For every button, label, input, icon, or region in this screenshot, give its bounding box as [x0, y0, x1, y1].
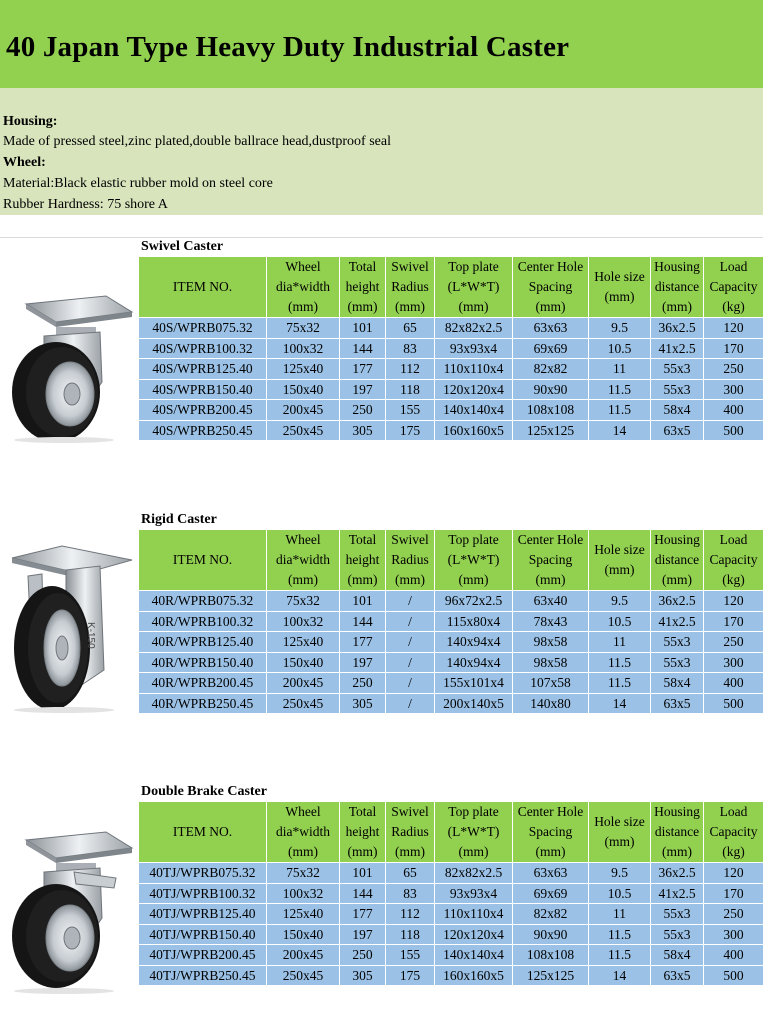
header-center-hole: Center Hole Spacing (mm)	[513, 257, 589, 318]
cell-item-no: 40R/WPRB125.40	[139, 632, 267, 653]
header-total-height: Total height (mm)	[340, 257, 386, 318]
cell-load-capacity: 400	[704, 400, 763, 421]
cell-load-capacity: 300	[704, 652, 763, 673]
cell-top-plate: 140x140x4	[435, 400, 513, 421]
cell-load-capacity: 120	[704, 863, 763, 884]
cell-item-no: 40S/WPRB250.45	[139, 420, 267, 441]
cell-total-height: 144	[340, 338, 386, 359]
cell-total-height: 144	[340, 883, 386, 904]
cell-swivel-radius: 65	[386, 318, 435, 339]
cell-hole-size: 11.5	[589, 400, 651, 421]
rigid-caster-image	[4, 540, 136, 715]
cell-swivel-radius: /	[386, 591, 435, 612]
cell-top-plate: 93x93x4	[435, 338, 513, 359]
cell-housing-distance: 63x5	[651, 420, 704, 441]
cell-total-height: 305	[340, 965, 386, 986]
header-center-hole: Center Hole Spacing (mm)	[513, 530, 589, 591]
cell-total-height: 177	[340, 904, 386, 925]
cell-center-hole: 98x58	[513, 652, 589, 673]
cell-housing-distance: 63x5	[651, 693, 704, 714]
table-row	[139, 420, 763, 441]
table-row	[139, 965, 763, 986]
cell-top-plate: 160x160x5	[435, 965, 513, 986]
swivel-caster-image	[4, 290, 136, 445]
double-brake-caster-table	[138, 801, 763, 986]
header-wheel: Wheel dia*width (mm)	[267, 802, 340, 863]
cell-load-capacity: 400	[704, 673, 763, 694]
cell-hole-size: 11	[589, 359, 651, 380]
cell-center-hole: 98x58	[513, 632, 589, 653]
cell-housing-distance: 41x2.5	[651, 338, 704, 359]
table-row	[139, 338, 763, 359]
header-hole-size: Hole size (mm)	[589, 257, 651, 318]
cell-center-hole: 82x82	[513, 904, 589, 925]
cell-load-capacity: 300	[704, 924, 763, 945]
cell-load-capacity: 250	[704, 632, 763, 653]
cell-swivel-radius: 155	[386, 400, 435, 421]
cell-housing-distance: 55x3	[651, 924, 704, 945]
cell-top-plate: 140x94x4	[435, 652, 513, 673]
header-center-hole: Center Hole Spacing (mm)	[513, 802, 589, 863]
cell-total-height: 101	[340, 591, 386, 612]
cell-swivel-radius: /	[386, 632, 435, 653]
cell-item-no: 40TJ/WPRB150.40	[139, 924, 267, 945]
cell-housing-distance: 58x4	[651, 945, 704, 966]
table-row	[139, 632, 763, 653]
cell-total-height: 177	[340, 359, 386, 380]
header-swivel-radius: Swivel Radius (mm)	[386, 530, 435, 591]
cell-swivel-radius: 83	[386, 338, 435, 359]
cell-hole-size: 11.5	[589, 945, 651, 966]
cell-total-height: 305	[340, 693, 386, 714]
table-row	[139, 693, 763, 714]
header-total-height: Total height (mm)	[340, 802, 386, 863]
cell-total-height: 177	[340, 632, 386, 653]
cell-wheel: 100x32	[267, 338, 340, 359]
cell-load-capacity: 170	[704, 883, 763, 904]
cell-hole-size: 11	[589, 904, 651, 925]
cell-load-capacity: 170	[704, 338, 763, 359]
cell-item-no: 40S/WPRB150.40	[139, 379, 267, 400]
cell-total-height: 144	[340, 611, 386, 632]
wheel-material: Material:Black elastic rubber mold on steel core	[3, 176, 273, 191]
cell-load-capacity: 400	[704, 945, 763, 966]
cell-hole-size: 10.5	[589, 338, 651, 359]
header-housing-distance: Housing distance (mm)	[651, 802, 704, 863]
plate-marking: K-150	[85, 622, 96, 649]
cell-housing-distance: 55x3	[651, 652, 704, 673]
header-load-capacity: Load Capacity (kg)	[704, 530, 763, 591]
cell-hole-size: 9.5	[589, 863, 651, 884]
cell-item-no: 40S/WPRB125.40	[139, 359, 267, 380]
cell-total-height: 250	[340, 673, 386, 694]
wheel-label: Wheel:	[3, 155, 46, 170]
cell-center-hole: 69x69	[513, 883, 589, 904]
cell-hole-size: 9.5	[589, 591, 651, 612]
cell-total-height: 305	[340, 420, 386, 441]
header-item-no: ITEM NO.	[139, 802, 267, 863]
cell-load-capacity: 500	[704, 420, 763, 441]
cell-center-hole: 82x82	[513, 359, 589, 380]
cell-swivel-radius: /	[386, 693, 435, 714]
swivel-caster-table	[138, 256, 763, 441]
cell-wheel: 250x45	[267, 693, 340, 714]
table-row	[139, 652, 763, 673]
header-load-capacity: Load Capacity (kg)	[704, 802, 763, 863]
table-row	[139, 611, 763, 632]
header-total-height: Total height (mm)	[340, 530, 386, 591]
cell-item-no: 40TJ/WPRB250.45	[139, 965, 267, 986]
cell-wheel: 100x32	[267, 611, 340, 632]
cell-top-plate: 140x94x4	[435, 632, 513, 653]
cell-wheel: 200x45	[267, 945, 340, 966]
cell-swivel-radius: 118	[386, 924, 435, 945]
header-wheel: Wheel dia*width (mm)	[267, 257, 340, 318]
cell-housing-distance: 58x4	[651, 673, 704, 694]
table-row	[139, 400, 763, 421]
cell-center-hole: 107x58	[513, 673, 589, 694]
header-housing-distance: Housing distance (mm)	[651, 257, 704, 318]
cell-housing-distance: 55x3	[651, 904, 704, 925]
header-top-plate: Top plate (L*W*T) (mm)	[435, 257, 513, 318]
cell-housing-distance: 36x2.5	[651, 863, 704, 884]
cell-housing-distance: 41x2.5	[651, 611, 704, 632]
cell-load-capacity: 500	[704, 693, 763, 714]
cell-housing-distance: 55x3	[651, 379, 704, 400]
header-swivel-radius: Swivel Radius (mm)	[386, 802, 435, 863]
cell-total-height: 101	[340, 863, 386, 884]
cell-swivel-radius: /	[386, 673, 435, 694]
cell-item-no: 40R/WPRB075.32	[139, 591, 267, 612]
cell-wheel: 150x40	[267, 379, 340, 400]
cell-hole-size: 9.5	[589, 318, 651, 339]
cell-center-hole: 63x40	[513, 591, 589, 612]
cell-wheel: 75x32	[267, 863, 340, 884]
cell-wheel: 75x32	[267, 591, 340, 612]
cell-total-height: 250	[340, 400, 386, 421]
cell-top-plate: 120x120x4	[435, 924, 513, 945]
cell-load-capacity: 170	[704, 611, 763, 632]
cell-top-plate: 110x110x4	[435, 359, 513, 380]
cell-top-plate: 82x82x2.5	[435, 863, 513, 884]
section-title-double-brake: Double Brake Caster	[141, 784, 267, 799]
table-row	[139, 379, 763, 400]
cell-load-capacity: 250	[704, 904, 763, 925]
rigid-caster-table	[138, 529, 763, 714]
header-load-capacity: Load Capacity (kg)	[704, 257, 763, 318]
cell-item-no: 40S/WPRB200.45	[139, 400, 267, 421]
title-bar	[0, 0, 763, 88]
table-header-row	[139, 257, 763, 318]
cell-top-plate: 93x93x4	[435, 883, 513, 904]
cell-item-no: 40TJ/WPRB100.32	[139, 883, 267, 904]
table-row	[139, 673, 763, 694]
section-title-rigid: Rigid Caster	[141, 512, 217, 527]
cell-item-no: 40R/WPRB150.40	[139, 652, 267, 673]
cell-wheel: 125x40	[267, 359, 340, 380]
cell-swivel-radius: 175	[386, 965, 435, 986]
cell-swivel-radius: 83	[386, 883, 435, 904]
housing-label: Housing:	[3, 114, 58, 129]
cell-wheel: 100x32	[267, 883, 340, 904]
table-row	[139, 904, 763, 925]
header-top-plate: Top plate (L*W*T) (mm)	[435, 530, 513, 591]
header-item-no: ITEM NO.	[139, 530, 267, 591]
cell-item-no: 40TJ/WPRB075.32	[139, 863, 267, 884]
cell-wheel: 125x40	[267, 904, 340, 925]
page-title: 40 Japan Type Heavy Duty Industrial Caster	[6, 31, 570, 63]
cell-hole-size: 10.5	[589, 883, 651, 904]
cell-center-hole: 69x69	[513, 338, 589, 359]
cell-swivel-radius: /	[386, 611, 435, 632]
cell-center-hole: 140x80	[513, 693, 589, 714]
cell-top-plate: 110x110x4	[435, 904, 513, 925]
double-brake-caster-image	[4, 826, 136, 996]
cell-wheel: 250x45	[267, 420, 340, 441]
cell-hole-size: 14	[589, 693, 651, 714]
cell-housing-distance: 58x4	[651, 400, 704, 421]
cell-item-no: 40S/WPRB075.32	[139, 318, 267, 339]
cell-center-hole: 90x90	[513, 379, 589, 400]
header-hole-size: Hole size (mm)	[589, 802, 651, 863]
cell-swivel-radius: 112	[386, 359, 435, 380]
cell-top-plate: 120x120x4	[435, 379, 513, 400]
cell-wheel: 150x40	[267, 924, 340, 945]
cell-load-capacity: 250	[704, 359, 763, 380]
cell-top-plate: 155x101x4	[435, 673, 513, 694]
cell-load-capacity: 300	[704, 379, 763, 400]
table-row	[139, 318, 763, 339]
cell-swivel-radius: 175	[386, 420, 435, 441]
cell-hole-size: 11.5	[589, 673, 651, 694]
cell-item-no: 40TJ/WPRB125.40	[139, 904, 267, 925]
table-row	[139, 945, 763, 966]
cell-wheel: 200x45	[267, 400, 340, 421]
cell-swivel-radius: 155	[386, 945, 435, 966]
cell-item-no: 40R/WPRB250.45	[139, 693, 267, 714]
cell-top-plate: 140x140x4	[435, 945, 513, 966]
cell-wheel: 150x40	[267, 652, 340, 673]
cell-total-height: 197	[340, 924, 386, 945]
header-top-plate: Top plate (L*W*T) (mm)	[435, 802, 513, 863]
cell-hole-size: 11.5	[589, 652, 651, 673]
cell-center-hole: 108x108	[513, 945, 589, 966]
cell-center-hole: 63x63	[513, 863, 589, 884]
cell-center-hole: 90x90	[513, 924, 589, 945]
section-title-swivel: Swivel Caster	[141, 239, 224, 254]
cell-housing-distance: 36x2.5	[651, 318, 704, 339]
cell-total-height: 250	[340, 945, 386, 966]
cell-item-no: 40TJ/WPRB200.45	[139, 945, 267, 966]
cell-load-capacity: 120	[704, 318, 763, 339]
cell-top-plate: 160x160x5	[435, 420, 513, 441]
cell-load-capacity: 120	[704, 591, 763, 612]
cell-hole-size: 14	[589, 420, 651, 441]
cell-hole-size: 10.5	[589, 611, 651, 632]
cell-hole-size: 14	[589, 965, 651, 986]
separator	[0, 237, 763, 238]
cell-total-height: 101	[340, 318, 386, 339]
cell-item-no: 40S/WPRB100.32	[139, 338, 267, 359]
cell-center-hole: 125x125	[513, 965, 589, 986]
cell-item-no: 40R/WPRB100.32	[139, 611, 267, 632]
cell-housing-distance: 55x3	[651, 632, 704, 653]
housing-text: Made of pressed steel,zinc plated,double ballrace head,dustproof seal	[3, 134, 391, 149]
cell-total-height: 197	[340, 652, 386, 673]
cell-wheel: 75x32	[267, 318, 340, 339]
cell-housing-distance: 63x5	[651, 965, 704, 986]
cell-center-hole: 125x125	[513, 420, 589, 441]
cell-hole-size: 11.5	[589, 379, 651, 400]
cell-total-height: 197	[340, 379, 386, 400]
header-hole-size: Hole size (mm)	[589, 530, 651, 591]
cell-center-hole: 108x108	[513, 400, 589, 421]
cell-swivel-radius: 65	[386, 863, 435, 884]
cell-center-hole: 78x43	[513, 611, 589, 632]
table-row	[139, 359, 763, 380]
table-header-row	[139, 530, 763, 591]
cell-housing-distance: 41x2.5	[651, 883, 704, 904]
cell-wheel: 250x45	[267, 965, 340, 986]
cell-top-plate: 82x82x2.5	[435, 318, 513, 339]
header-wheel: Wheel dia*width (mm)	[267, 530, 340, 591]
cell-swivel-radius: /	[386, 652, 435, 673]
cell-top-plate: 115x80x4	[435, 611, 513, 632]
cell-swivel-radius: 118	[386, 379, 435, 400]
cell-center-hole: 63x63	[513, 318, 589, 339]
cell-top-plate: 96x72x2.5	[435, 591, 513, 612]
cell-housing-distance: 36x2.5	[651, 591, 704, 612]
table-header-row	[139, 802, 763, 863]
header-swivel-radius: Swivel Radius (mm)	[386, 257, 435, 318]
cell-wheel: 125x40	[267, 632, 340, 653]
description-panel	[0, 88, 763, 215]
table-row	[139, 883, 763, 904]
table-row	[139, 863, 763, 884]
cell-top-plate: 200x140x5	[435, 693, 513, 714]
cell-wheel: 200x45	[267, 673, 340, 694]
cell-swivel-radius: 112	[386, 904, 435, 925]
cell-hole-size: 11	[589, 632, 651, 653]
rubber-hardness: Rubber Hardness: 75 shore A	[3, 197, 168, 212]
cell-item-no: 40R/WPRB200.45	[139, 673, 267, 694]
header-housing-distance: Housing distance (mm)	[651, 530, 704, 591]
table-row	[139, 924, 763, 945]
cell-load-capacity: 500	[704, 965, 763, 986]
table-row	[139, 591, 763, 612]
header-item-no: ITEM NO.	[139, 257, 267, 318]
cell-housing-distance: 55x3	[651, 359, 704, 380]
cell-hole-size: 11.5	[589, 924, 651, 945]
